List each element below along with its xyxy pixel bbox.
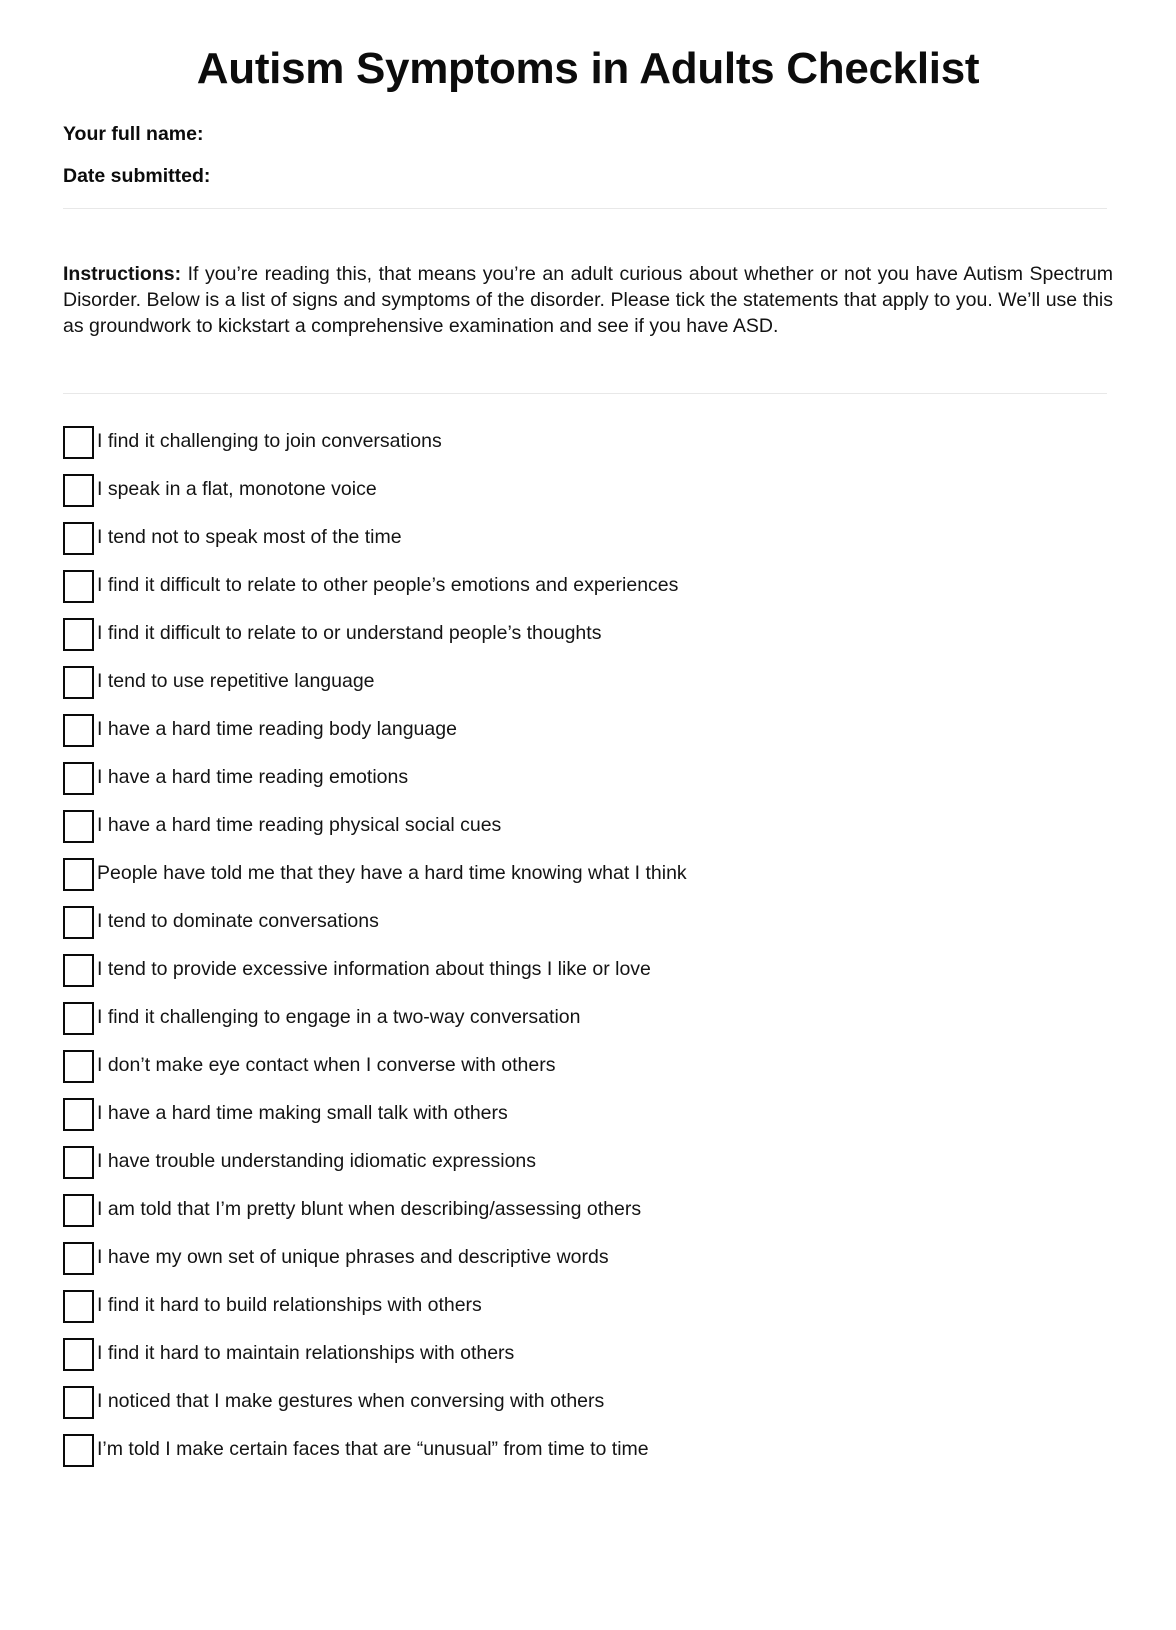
checklist-item-label: I have trouble understanding idiomatic expressions (97, 1150, 537, 1173)
checklist-item[interactable] (63, 562, 1113, 610)
checklist-item-label: I find it hard to maintain relationships with others (97, 1342, 515, 1365)
checklist-item[interactable] (63, 802, 1113, 850)
checklist-item[interactable] (63, 1042, 1113, 1090)
checklist-item-label: I have my own set of unique phrases and descriptive words (97, 1246, 609, 1269)
checklist-item[interactable] (63, 1282, 1113, 1330)
checklist-item-label: I tend to use repetitive language (97, 670, 375, 693)
checkbox-icon[interactable] (63, 1098, 94, 1131)
checklist-item[interactable] (63, 610, 1113, 658)
checklist-item[interactable] (63, 1378, 1113, 1426)
checklist-item-label: I find it challenging to engage in a two-way conversation (97, 1006, 581, 1029)
checklist-item-label: I have a hard time reading emotions (97, 766, 409, 789)
checklist-item-label: I find it challenging to join conversations (97, 430, 442, 453)
checklist-item[interactable] (63, 754, 1113, 802)
checklist-item[interactable] (63, 898, 1113, 946)
checkbox-icon[interactable] (63, 1338, 94, 1371)
checklist-item[interactable] (63, 946, 1113, 994)
symptom-checklist (63, 394, 1113, 1474)
instructions-lead: Instructions: (63, 263, 182, 286)
checklist-item[interactable] (63, 1426, 1113, 1474)
checklist-item[interactable] (63, 514, 1113, 562)
checkbox-icon[interactable] (63, 474, 94, 507)
checklist-item-label: I have a hard time reading physical social cues (97, 814, 502, 837)
checklist-item[interactable] (63, 1330, 1113, 1378)
checkbox-icon[interactable] (63, 810, 94, 843)
date-submitted-field-label[interactable]: Date submitted: (63, 164, 211, 187)
checklist-item-label: I find it difficult to relate to or understand people’s thoughts (97, 622, 602, 645)
checkbox-icon[interactable] (63, 1050, 94, 1083)
checklist-item-label: People have told me that they have a hard time knowing what I think (97, 862, 687, 885)
checkbox-icon[interactable] (63, 906, 94, 939)
checklist-item-label: I’m told I make certain faces that are “unusual” from time to time (97, 1438, 649, 1461)
checkbox-icon[interactable] (63, 1242, 94, 1275)
checkbox-icon[interactable] (63, 522, 94, 555)
checklist-item-label: I tend not to speak most of the time (97, 526, 402, 549)
checklist-item[interactable] (63, 1090, 1113, 1138)
checkbox-icon[interactable] (63, 858, 94, 891)
instructions-paragraph (63, 209, 1113, 340)
checklist-item[interactable] (63, 994, 1113, 1042)
checklist-item[interactable] (63, 658, 1113, 706)
checklist-item[interactable] (63, 1138, 1113, 1186)
checklist-item[interactable] (63, 1186, 1113, 1234)
instructions-body: If you’re reading this, that means you’re an adult curious about whether or not you have Autism Spectrum Disorder. Below is a list of signs and symptoms of the disorder. Please tick the statements that apply to you. We’ll use this as groundwork to kickstart a comprehensive examination and see if you have ASD. (63, 263, 1113, 338)
checkbox-icon[interactable] (63, 1386, 94, 1419)
checklist-item[interactable] (63, 466, 1113, 514)
checklist-item-label: I tend to provide excessive information about things I like or love (97, 958, 651, 981)
checkbox-icon[interactable] (63, 1194, 94, 1227)
page-title: Autism Symptoms in Adults Checklist (196, 44, 980, 93)
checklist-item[interactable] (63, 1234, 1113, 1282)
checkbox-icon[interactable] (63, 714, 94, 747)
checklist-item-label: I have a hard time making small talk with others (97, 1102, 508, 1125)
checkbox-icon[interactable] (63, 666, 94, 699)
checkbox-icon[interactable] (63, 954, 94, 987)
checklist-item-label: I don’t make eye contact when I converse with others (97, 1054, 556, 1077)
checklist-item[interactable] (63, 418, 1113, 466)
checkbox-icon[interactable] (63, 570, 94, 603)
checklist-item-label: I tend to dominate conversations (97, 910, 379, 933)
checklist-item-label: I speak in a flat, monotone voice (97, 478, 377, 501)
checklist-item-label: I am told that I’m pretty blunt when describing/assessing others (97, 1198, 642, 1221)
patient-fields (63, 125, 1113, 186)
checkbox-icon[interactable] (63, 1146, 94, 1179)
checkbox-icon[interactable] (63, 426, 94, 459)
checkbox-icon[interactable] (63, 1002, 94, 1035)
checklist-item[interactable] (63, 706, 1113, 754)
checklist-item-label: I find it hard to build relationships with others (97, 1294, 482, 1317)
checkbox-icon[interactable] (63, 1290, 94, 1323)
checkbox-icon[interactable] (63, 618, 94, 651)
full-name-field-label[interactable]: Your full name: (63, 123, 204, 146)
checkbox-icon[interactable] (63, 1434, 94, 1467)
checklist-item[interactable] (63, 850, 1113, 898)
checklist-item-label: I noticed that I make gestures when conversing with others (97, 1390, 605, 1413)
checklist-item-label: I find it difficult to relate to other people’s emotions and experiences (97, 574, 679, 597)
checklist-item-label: I have a hard time reading body language (97, 718, 457, 741)
checkbox-icon[interactable] (63, 762, 94, 795)
